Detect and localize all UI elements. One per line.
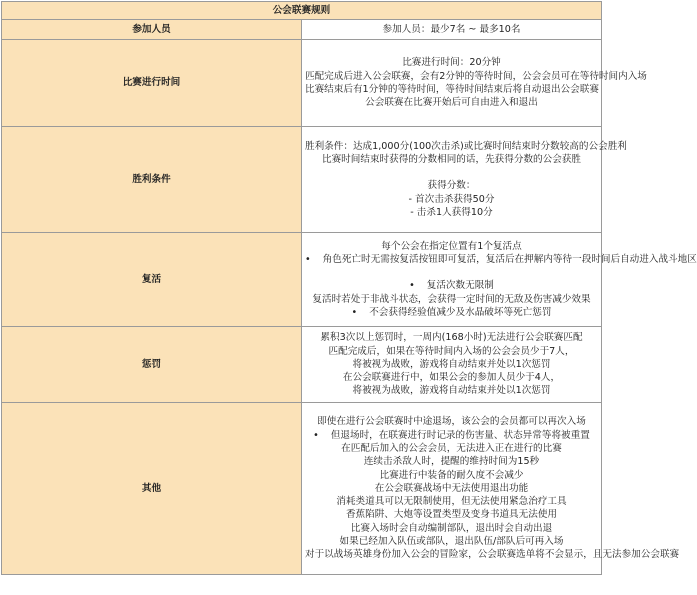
content-line: 每个公会在指定位置有1个复活点 <box>381 240 522 252</box>
row-content <box>302 327 602 403</box>
row-revival <box>2 233 602 327</box>
content-line: 比赛入场时会自动编制部队，退出时会自动出退 <box>350 522 553 534</box>
content-line: 获得分数： <box>427 180 476 192</box>
row-content <box>302 403 680 575</box>
content-line: 比赛进行时间：20分钟 <box>402 57 501 69</box>
row-label: 胜利条件 <box>2 127 302 233</box>
content-line: - 首次击杀获得50分 <box>408 193 495 205</box>
content-line: 消耗类道具可以无限制使用，但无法使用紧急治疗工具 <box>336 496 567 508</box>
row-match-time <box>2 40 602 127</box>
content-line: 连续击杀敌人时，提醒的维持时间为15秒 <box>363 456 540 468</box>
content-line: 香蕉陷阱、大炮等设置类型及变身书道具无法使用 <box>345 509 558 521</box>
row-penalty <box>2 327 602 403</box>
content-line: 比赛进行中装备的耐久度不会减少 <box>379 469 524 481</box>
content-line: 参加人员：最少7名 ~ 最多10名 <box>382 23 521 35</box>
content-line: 将被视为战败，游戏将自动结束并处以1次惩罚 <box>352 358 551 370</box>
content-line: 累积3次以上惩罚时，一周内(168小时)无法进行公会联赛匹配 <box>320 332 583 344</box>
content-line: 比赛结束后有1分钟的等待时间，等待时间结束后将自动退出公会联赛 <box>305 84 599 95</box>
row-content <box>302 127 627 233</box>
content-line: 将被视为战败，游戏将自动结束并处以1次惩罚 <box>352 385 551 397</box>
row-participants <box>2 20 602 40</box>
content-line: 胜利条件：达成1,000分(100次击杀)或比赛时间结束时分数较高的公会胜利 <box>305 140 627 152</box>
row-content <box>302 20 602 40</box>
title-row <box>2 2 602 20</box>
row-content <box>302 40 647 127</box>
content-line: 匹配完成后进入公会联赛，会有2分钟的等待时间，公会会员可在等待时间内入场 <box>305 70 647 82</box>
row-victory-conditions <box>2 127 602 233</box>
content-line: 在公会联赛进行中，如果公会的参加人员少于4人， <box>342 372 561 384</box>
row-label: 比赛进行时间 <box>2 40 302 127</box>
bullet-line: • 角色死亡时无需按复活按钮即可复活，复活后在押解内等待一段时间后自动进入战斗地区 <box>305 253 598 266</box>
content-line: 在匹配后加入的公会会员，无法进入正在进行的比赛 <box>341 442 562 454</box>
row-content <box>302 233 697 327</box>
blank-line <box>305 266 598 279</box>
bullet-line: • 但退场时，在联赛进行时记录的伤害量、状态异常等将被重置 <box>305 429 598 442</box>
row-others <box>2 403 602 575</box>
content-line: 如果已经加入队伍或部队，退出队伍/部队后可再入场 <box>339 536 564 548</box>
bullet-line: • 复活次数无限制 <box>305 279 598 292</box>
row-label: 参加人员 <box>2 20 302 40</box>
rules-table <box>1 1 697 575</box>
table-title: 公会联赛规则 <box>2 2 602 20</box>
content-line: 即使在进行公会联赛时中途退场，该公会的会员都可以再次入场 <box>317 416 586 428</box>
content-line: 在公会联赛战场中无法使用退出功能 <box>374 482 529 494</box>
content-line: - 击杀1人获得10分 <box>410 206 493 218</box>
row-label: 复活 <box>2 233 302 327</box>
content-line: 对于以战场英雄身份加入公会的冒险家，公会联赛选单将不会显示，且无法参加公会联赛 <box>305 549 680 561</box>
content-line: 匹配完成后，如果在等待时间内入场的公会会员少于7人， <box>328 345 575 357</box>
content-line: 比赛时间结束时获得的分数相同的话，先获得分数的公会获胜 <box>321 154 582 166</box>
bullet-line: • 不会获得经验值减少及水晶破坏等死亡惩罚 <box>305 306 598 319</box>
content-line: 复活时若处于非战斗状态，会获得一定时间的无敌及伤害减少效果 <box>312 293 591 305</box>
row-label: 其他 <box>2 403 302 575</box>
content-line: 公会联赛在比赛开始后可自由进入和退出 <box>365 97 538 109</box>
blank-line <box>305 166 598 179</box>
row-label: 惩罚 <box>2 327 302 403</box>
